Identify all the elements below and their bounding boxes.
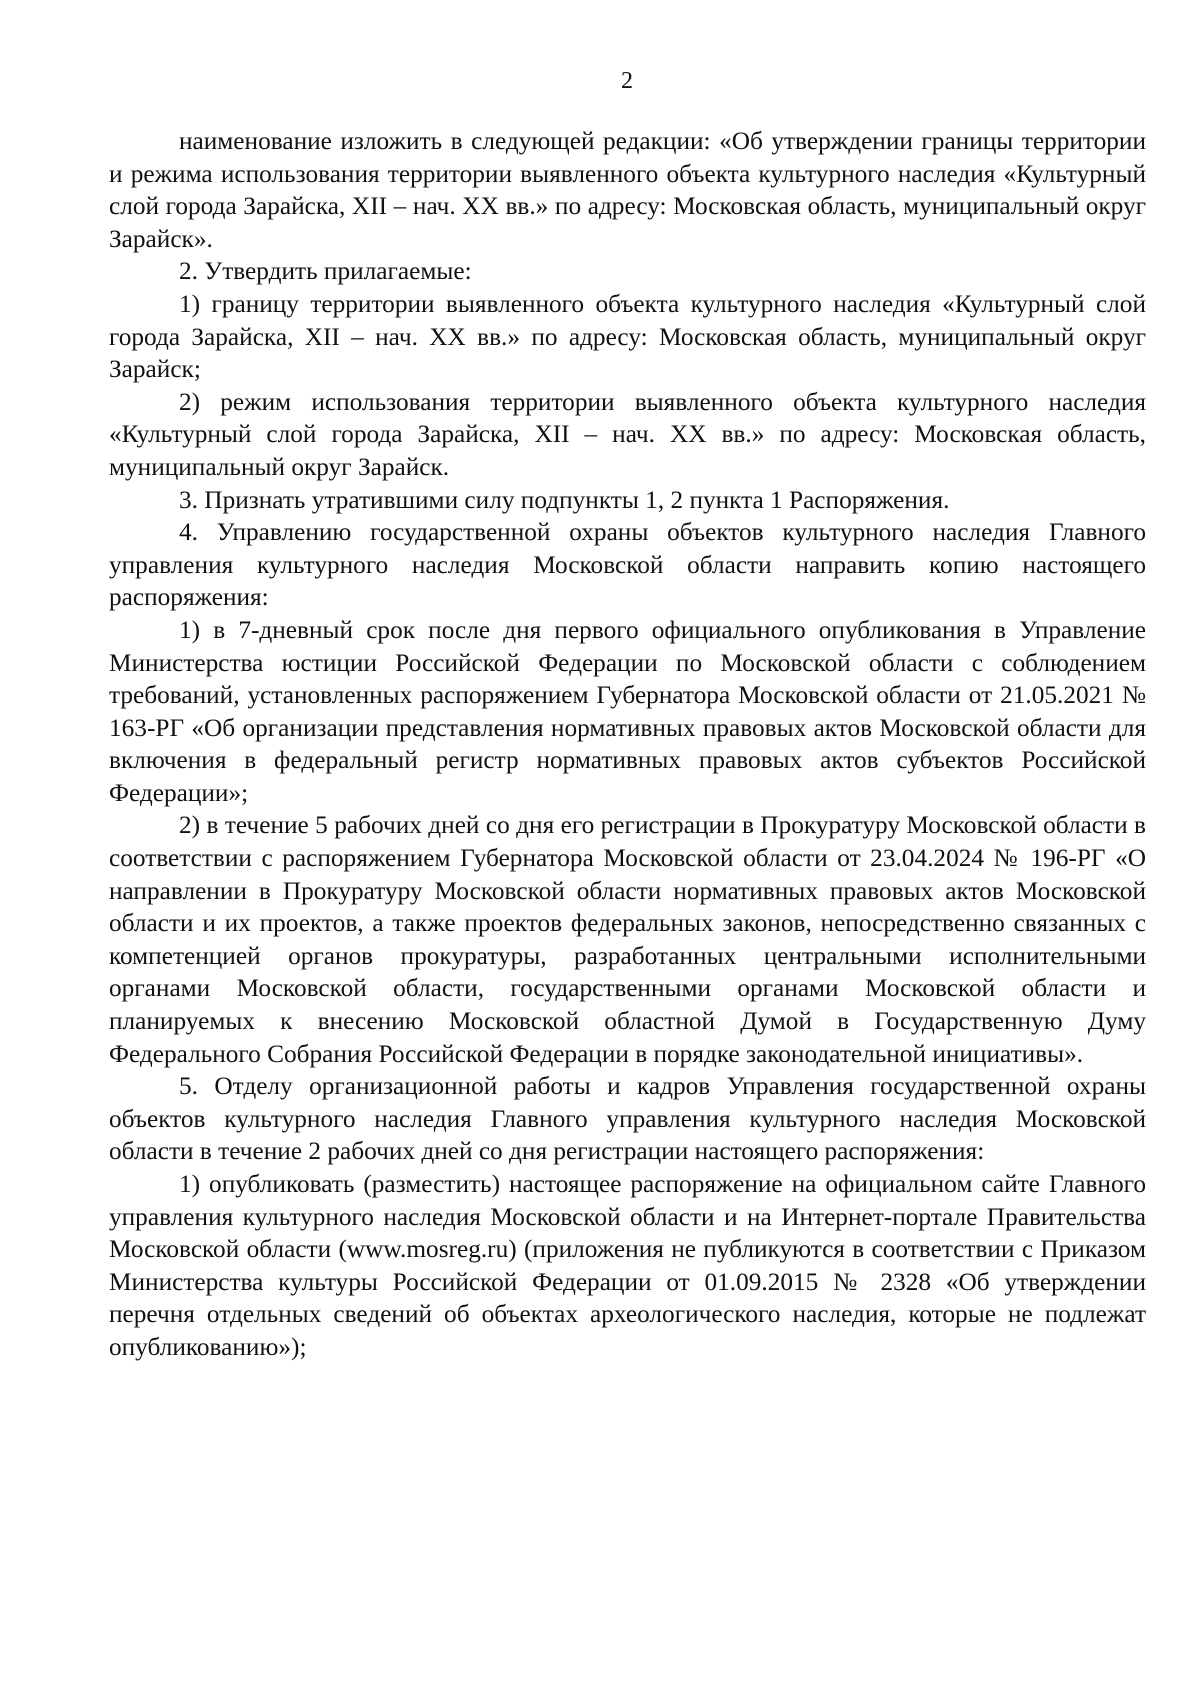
page-number: 2 <box>621 68 633 94</box>
paragraph-item-4-sub-2: 2) в течение 5 рабочих дней со дня его регистрации в Прокуратуру Московской области в соответствии с распоряжением Губернатора Московской области от 23.04.2024 № 196-РГ «О направлении в Прокуратуру Московской области нормативных правовых актов Московской области и их проектов, а также проектов федеральных законов, непосредственно связанных с компетенцией органов прокуратуры, разработанных центральными исполнительными органами Московской области, государственными органами Московской области и планируемых к внесению Московской областной Думой в Государственную Думу Федерального Собрания Российской Федерации в порядке законодательной инициативы». <box>109 811 1146 1068</box>
paragraph-item-5: 5. Отделу организационной работы и кадров Управления государственной охраны объектов культурного наследия Главного управления культурного наследия Московской области в течение 2 рабочих дней со дня регистрации настоящего распоряжения: <box>109 1072 1146 1166</box>
paragraph-item-2-sub-2: 2) режим использования территории выявленного объекта культурного наследия «Культурный слой города Зарайска, XII – нач. XX вв.» по адресу: Московская область, муниципальный округ Зарайск. <box>109 387 1146 481</box>
paragraph-item-3: 3. Признать утратившими силу подпункты 1, 2 пункта 1 Распоряжения. <box>179 485 950 514</box>
paragraph-item-5-sub-1: 1) опубликовать (разместить) настоящее распоряжение на официальном сайте Главного управления культурного наследия Московской области и на Интернет-портале Правительства Московской области (www.mosreg.ru) (приложения не публикуются в соответствии с Приказом Министерства культуры Российской Федерации от 01.09.2015 № 2328 «Об утверждении перечня отдельных сведений об объектах археологического наследия, которые не подлежат опубликованию»); <box>109 1170 1146 1361</box>
paragraph-item-2-sub-1: 1) границу территории выявленного объекта культурного наследия «Культурный слой города Зарайска, XII – нач. XX вв.» по адресу: Московская область, муниципальный округ Зарайск; <box>109 289 1146 384</box>
paragraph-name-amendment: наименование изложить в следующей редакции: «Об утверждении границы территории и режима использования территории выявленного объекта культурного наследия «Культурный слой города Зарайска, XII – нач. XX вв.» по адресу: Московская область, муниципальный округ Зарайск». <box>109 127 1146 253</box>
paragraph-item-4: 4. Управлению государственной охраны объектов культурного наследия Главного управления культурного наследия Московской области направить копию настоящего распоряжения: <box>109 518 1146 612</box>
document-body <box>109 125 1146 1364</box>
paragraph-item-2: 2. Утвердить прилагаемые: <box>179 257 472 286</box>
paragraph-item-4-sub-1: 1) в 7-дневный срок после дня первого официального опубликования в Управление Министерства юстиции Российской Федерации по Московской области с соблюдением требований, установленных распоряжением Губернатора Московской области от 21.05.2021 № 163-РГ «Об организации представления нормативных правовых актов Московской области для включения в федеральный регистр нормативных правовых актов субъектов Российской Федерации»; <box>109 615 1146 807</box>
